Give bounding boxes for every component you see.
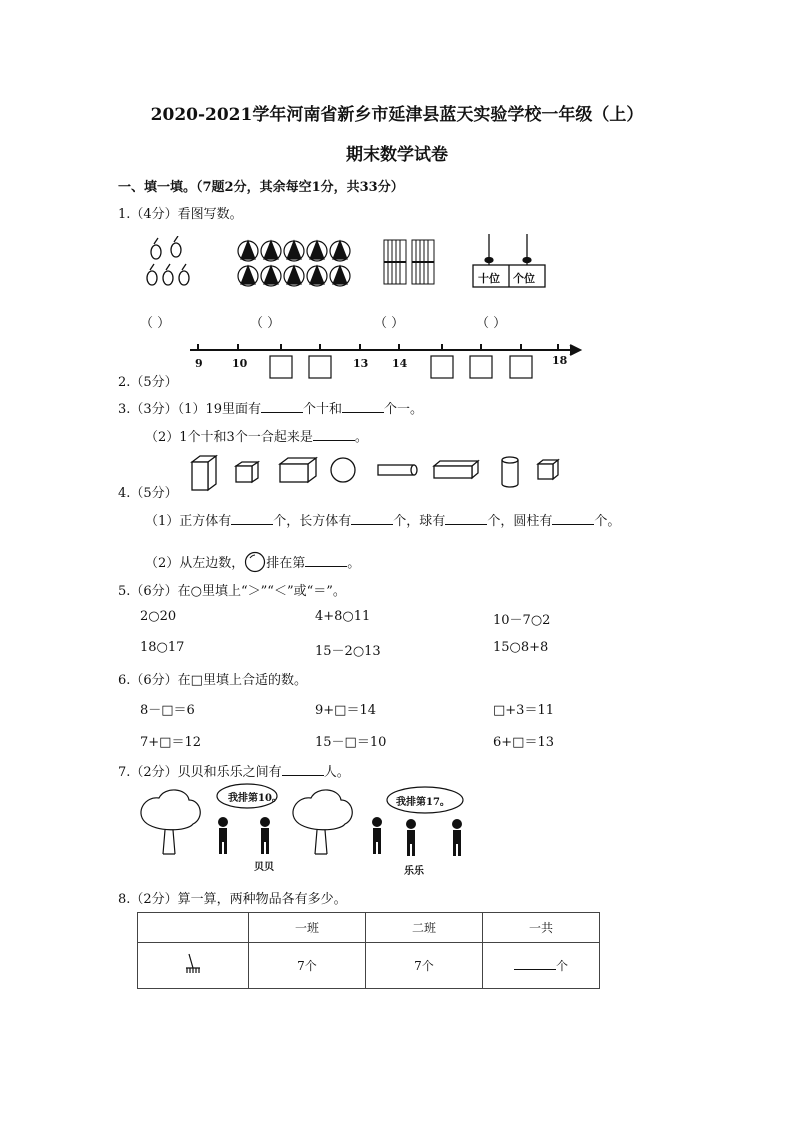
table-cell (138, 943, 249, 989)
fill-item[interactable]: 9+□＝14 (315, 703, 376, 718)
q2-label: 2.（5分） (118, 375, 178, 390)
answer-parens[interactable]: （ ） (374, 316, 405, 331)
answer-blank[interactable] (282, 763, 324, 776)
q4-text: 个，球有 (393, 514, 446, 529)
abacus-ones-label: 个位 (513, 272, 535, 285)
fill-item[interactable]: 7+□＝12 (140, 735, 201, 750)
eggplant-picture (140, 236, 200, 294)
answer-parens[interactable]: （ ） (140, 316, 171, 331)
q7-text: 人。 (323, 765, 350, 780)
tick-label: 18 (552, 354, 568, 367)
compare-item[interactable]: 2○20 (140, 609, 177, 624)
tick-label: 14 (392, 357, 408, 370)
sticks-picture (382, 238, 440, 286)
answer-blank[interactable] (445, 512, 487, 525)
compare-item[interactable]: 18○17 (140, 640, 185, 655)
section-heading: 一、填一填。（7题2分，其余每空1分，共33分） (118, 180, 404, 195)
table-header (138, 913, 249, 943)
answer-blank[interactable] (351, 512, 393, 525)
q4-text: （1）正方体有 (145, 514, 232, 529)
page-subtitle: 期末数学试卷 (346, 145, 448, 165)
rake-icon (183, 952, 203, 976)
name-label: 贝贝 (254, 862, 274, 873)
table-cell (483, 943, 600, 989)
answer-blank[interactable] (552, 512, 594, 525)
compare-item[interactable]: 15○8+8 (493, 640, 549, 655)
fill-item[interactable]: 8－□＝6 (140, 703, 195, 718)
q4-line2 (145, 551, 360, 573)
solids-picture (188, 452, 568, 494)
balls-picture (237, 239, 357, 289)
q4-text: （2）从左边数， (145, 556, 245, 571)
q3-text: 个一。 (384, 402, 424, 417)
q3-line2 (145, 426, 368, 445)
q4-text: 。 (347, 556, 361, 571)
table-header: 一班 (249, 913, 366, 943)
table-header: 一共 (483, 913, 600, 943)
q4-line1 (145, 510, 620, 529)
answer-blank[interactable] (514, 957, 556, 970)
q7-label (118, 761, 350, 780)
tick-label: 10 (232, 357, 248, 370)
sphere-icon (244, 551, 266, 573)
q3-line1 (118, 398, 423, 417)
q7-text: 7.（2分）贝贝和乐乐之间有 (118, 765, 282, 780)
table-cell: 7个 (249, 943, 366, 989)
q4-text: 排在第 (266, 556, 306, 571)
compare-item[interactable]: 10－7○2 (493, 613, 551, 628)
answer-blank[interactable] (313, 428, 355, 441)
fill-item[interactable]: 15－□＝10 (315, 735, 387, 750)
answer-blank[interactable] (342, 400, 384, 413)
fill-item[interactable]: □+3＝11 (493, 703, 554, 718)
tick-label: 9 (195, 357, 203, 370)
table-cell-text: 个 (555, 959, 568, 973)
answer-blank[interactable] (231, 512, 273, 525)
q4-label: 4.（5分） (118, 486, 178, 501)
answer-blank[interactable] (305, 554, 347, 567)
q1-label: 1.（4分）看图写数。 (118, 207, 243, 222)
page-title: 2020-2021学年河南省新乡市延津县蓝天实验学校一年级（上） (150, 105, 644, 125)
table-header: 二班 (366, 913, 483, 943)
q4-text: 个，圆柱有 (487, 514, 553, 529)
compare-item[interactable]: 15－2○13 (315, 644, 381, 659)
answer-parens[interactable]: （ ） (250, 316, 281, 331)
q4-text: 个。 (594, 514, 621, 529)
speech-bubble: 我排第10。 (228, 793, 282, 804)
items-table (137, 912, 600, 989)
tick-label: 13 (353, 357, 369, 370)
q6-label: 6.（6分）在□里填上合适的数。 (118, 673, 307, 688)
speech-bubble: 我排第17。 (396, 797, 450, 808)
q4-text: 个，长方体有 (273, 514, 352, 529)
q3-text: 。 (354, 430, 368, 445)
name-label: 乐乐 (404, 866, 424, 877)
fill-item[interactable]: 6+□＝13 (493, 735, 554, 750)
answer-blank[interactable] (261, 400, 303, 413)
q5-label: 5.（6分）在○里填上“＞”“＜”或“＝”。 (118, 584, 346, 599)
q3-text: （2）1个十和3个一合起来是 (145, 430, 313, 445)
compare-item[interactable]: 4+8○11 (315, 609, 371, 624)
abacus-tens-label: 十位 (478, 272, 500, 285)
q3-text: 3.（3分）（1）19里面有 (118, 402, 261, 417)
q3-text: 个十和 (303, 402, 343, 417)
table-cell: 7个 (366, 943, 483, 989)
answer-parens[interactable]: （ ） (476, 316, 507, 331)
q8-label: 8.（2分）算一算，两种物品各有多少。 (118, 892, 347, 907)
